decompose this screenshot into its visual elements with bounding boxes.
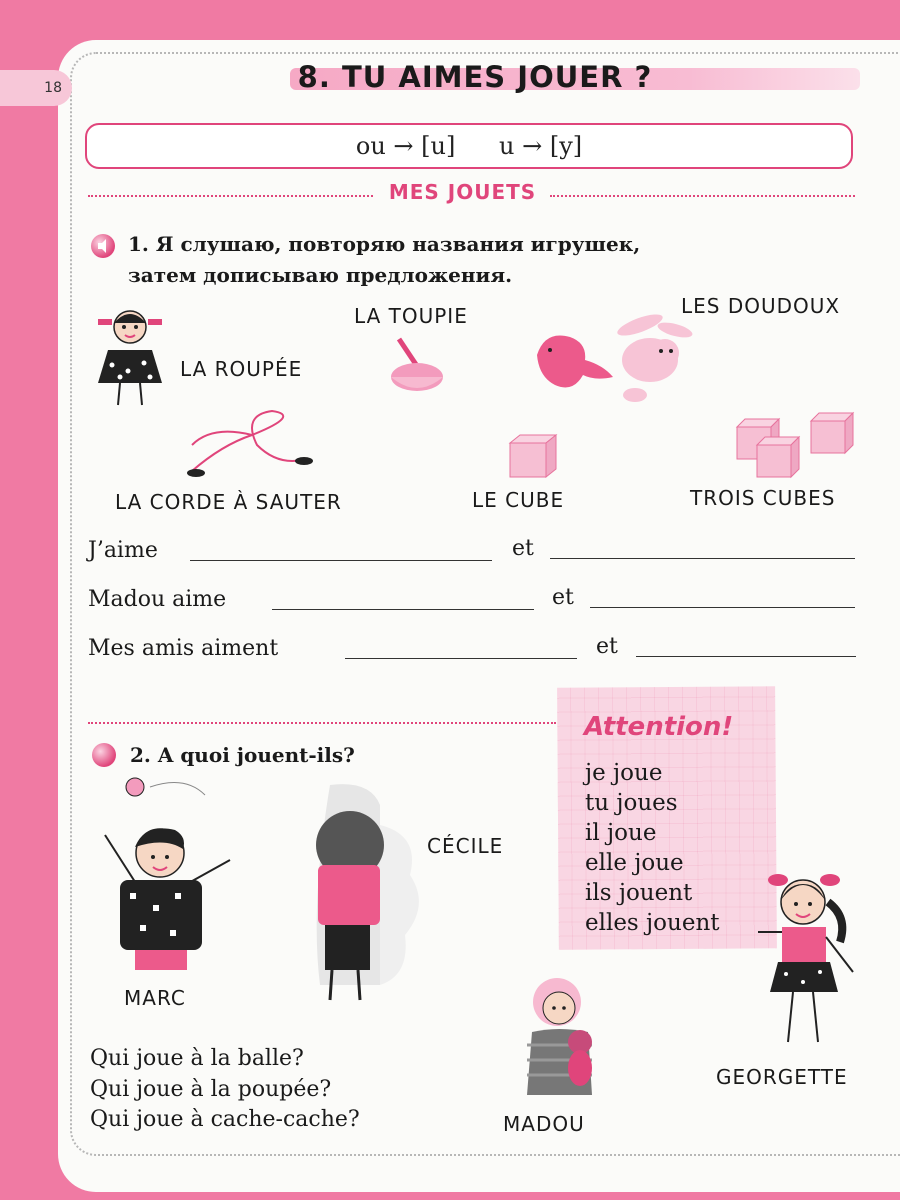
toy-label-jump-rope: LA CORDE À SAUTER — [115, 490, 342, 514]
sound-rules-box — [85, 123, 853, 169]
three-cubes-illustration — [735, 413, 855, 478]
attention-title: Attention! — [584, 712, 734, 742]
marc-illustration — [95, 775, 245, 975]
toy-label-cube: LE CUBE — [472, 488, 565, 512]
task-divider — [88, 722, 556, 724]
task1-instruction-line2: затем дописываю предложения. — [128, 263, 513, 287]
soft-toys-illustration — [525, 315, 715, 410]
conj-tu: tu joues — [585, 790, 678, 816]
kid-label-marc: MARC — [124, 986, 186, 1010]
sound-rule-u: u → [y] — [499, 132, 583, 160]
question-3: Qui joue à cache-cache? — [90, 1107, 360, 1132]
sentence1-conj: et — [512, 536, 534, 561]
section-divider-right — [550, 195, 855, 197]
sentence1-start: J’aime — [88, 538, 158, 563]
sentence2-blank1[interactable] — [272, 609, 534, 610]
pink-ball-icon — [92, 743, 116, 767]
conj-il: il joue — [585, 820, 657, 846]
page-title: 8. TU AIMES JOUER ? — [297, 60, 653, 94]
sentence2-start: Madou aime — [88, 587, 227, 612]
question-2: Qui joue à la poupée? — [90, 1077, 332, 1102]
toy-label-three-cubes: TROIS CUBES — [690, 486, 836, 510]
sentence3-blank2[interactable] — [636, 656, 856, 657]
madou-illustration — [512, 970, 607, 1100]
sentence1-blank2[interactable] — [550, 558, 855, 559]
conj-je: je joue — [585, 760, 663, 786]
conj-elle: elle joue — [585, 850, 684, 876]
sentence2-conj: et — [552, 585, 574, 610]
doll-illustration — [90, 305, 170, 410]
kid-label-madou: MADOU — [503, 1112, 585, 1136]
jump-rope-illustration — [182, 405, 332, 480]
sound-rule-ou: ou → [u] — [355, 132, 456, 160]
toy-label-soft-toys: LES DOUDOUX — [681, 294, 841, 318]
sentence3-conj: et — [596, 634, 618, 659]
kid-label-georgette: GEORGETTE — [716, 1065, 848, 1089]
sentence3-blank1[interactable] — [345, 658, 577, 659]
sentence2-blank2[interactable] — [590, 607, 855, 608]
toy-label-doll: LA ROUPÉE — [180, 357, 303, 381]
conj-ils: ils jouent — [585, 880, 693, 906]
question-1: Qui joue à la balle? — [90, 1046, 304, 1071]
conj-elles: elles jouent — [585, 910, 720, 936]
cecile-illustration — [300, 785, 440, 1005]
speaker-symbol — [95, 238, 111, 254]
page-number: 18 — [0, 70, 72, 106]
kid-label-cecile: CÉCILE — [427, 834, 504, 858]
spinning-top-illustration — [385, 335, 445, 400]
georgette-illustration — [748, 862, 858, 1052]
section-divider-left — [88, 195, 373, 197]
sentence3-start: Mes amis aiment — [88, 636, 279, 661]
toy-label-top: LA TOUPIE — [354, 304, 468, 328]
task2-instruction: 2. A quoi jouent-ils? — [130, 743, 355, 767]
cube-illustration — [508, 433, 558, 478]
sentence1-blank1[interactable] — [190, 560, 492, 561]
section-title: MES JOUETS — [388, 180, 537, 204]
task1-instruction-line1: 1. Я слушаю, повторяю названия игрушек, — [128, 232, 641, 256]
